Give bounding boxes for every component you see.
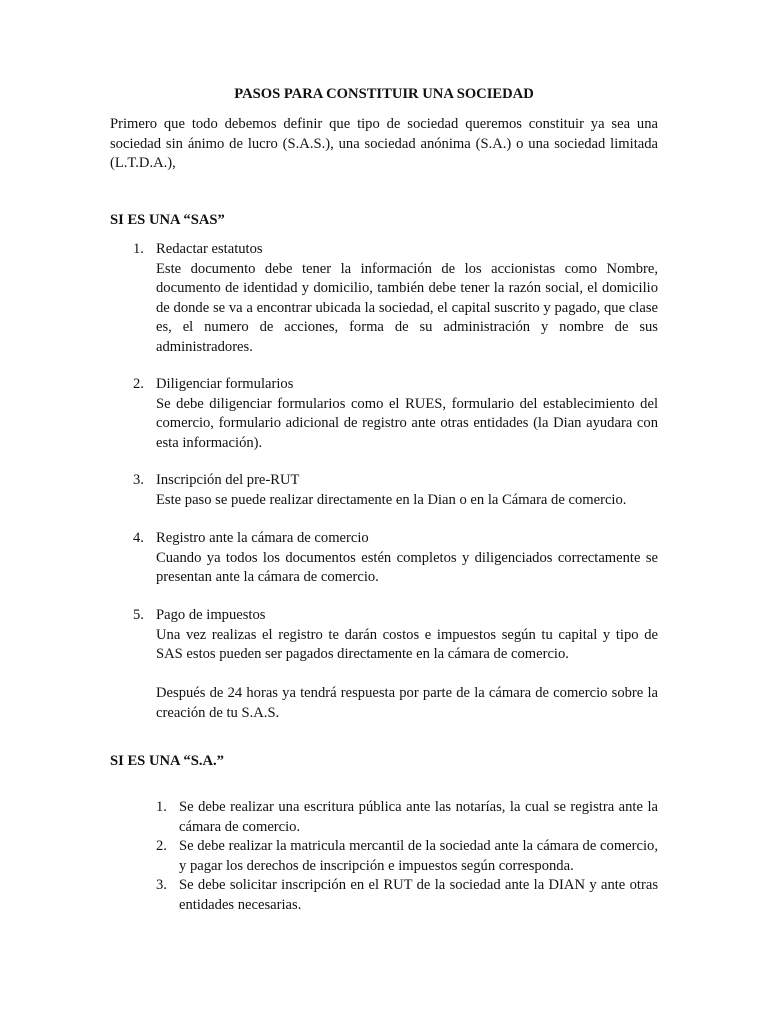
sa-step-2 (156, 837, 658, 876)
sas-closing-paragraph: Después de 24 horas ya tendrá respuesta por parte de la cámara de comercio sobre la creación de tu S.A.S. (156, 685, 658, 721)
step-number: 3. (133, 472, 144, 488)
sa-steps-list (156, 798, 658, 915)
sa-step-1 (156, 798, 658, 837)
sas-step-5 (133, 606, 658, 665)
document-title: PASOS PARA CONSTITUIR UNA SOCIEDAD (234, 86, 534, 102)
step-description: Cuando ya todos los documentos estén completos y diligenciados correctamente se presentan ante la cámara de comercio. (156, 549, 658, 585)
sas-heading: SI ES UNA “SAS” (110, 212, 225, 228)
intro-paragraph: Primero que todo debemos definir que tipo de sociedad queremos constituir ya sea una sociedad sin ánimo de lucro (S.A.S.), una sociedad anónima (S.A.) o una sociedad limitada (L.T.D.A.), (110, 116, 658, 171)
step-description: Se debe realizar la matricula mercantil de la sociedad ante la cámara de comercio, y pagar los derechos de inscripción e impuestos según corresponda. (179, 838, 658, 874)
step-description: Este paso se puede realizar directamente en la Dian o en la Cámara de comercio. (156, 491, 627, 508)
step-description: Se debe diligenciar formularios como el RUES, formulario del establecimiento del comercio, formulario adicional de registro ante otras entidades (la Dian ayudara con esta información). (156, 395, 658, 451)
step-title: Inscripción del pre-RUT (156, 472, 300, 488)
step-number: 1. (133, 241, 144, 257)
step-title: Registro ante la cámara de comercio (156, 530, 369, 546)
sa-step-3 (156, 876, 658, 915)
step-number: 2. (156, 838, 167, 854)
step-number: 1. (156, 799, 167, 815)
sa-heading: SI ES UNA “S.A.” (110, 753, 224, 769)
step-description: Se debe solicitar inscripción en el RUT de la sociedad ante la DIAN y ante otras entidades necesarias. (179, 877, 658, 913)
step-description: Este documento debe tener la información de los accionistas como Nombre, documento de identidad y domicilio, también debe tener la razón social, el domicilio de donde se va a encontrar ubicada la sociedad, el capital suscrito y pagado, que clase es, el numero de acciones, forma de su administración y nombre de sus administradores. (156, 260, 658, 355)
step-number: 2. (133, 376, 144, 392)
step-title: Pago de impuestos (156, 607, 266, 623)
step-number: 4. (133, 530, 144, 546)
step-description: Una vez realizas el registro te darán costos e impuestos según tu capital y tipo de SAS estos pueden ser pagados directamente en la cámara de comercio. (156, 626, 658, 662)
step-title: Redactar estatutos (156, 241, 263, 257)
step-number: 3. (156, 877, 167, 893)
sas-step-2 (133, 375, 658, 453)
step-title: Diligenciar formularios (156, 376, 294, 392)
step-number: 5. (133, 607, 144, 623)
sas-step-1 (133, 240, 658, 357)
sas-step-4 (133, 529, 658, 588)
step-description: Se debe realizar una escritura pública ante las notarías, la cual se registra ante la cámara de comercio. (179, 799, 658, 835)
sas-step-3 (133, 471, 658, 510)
